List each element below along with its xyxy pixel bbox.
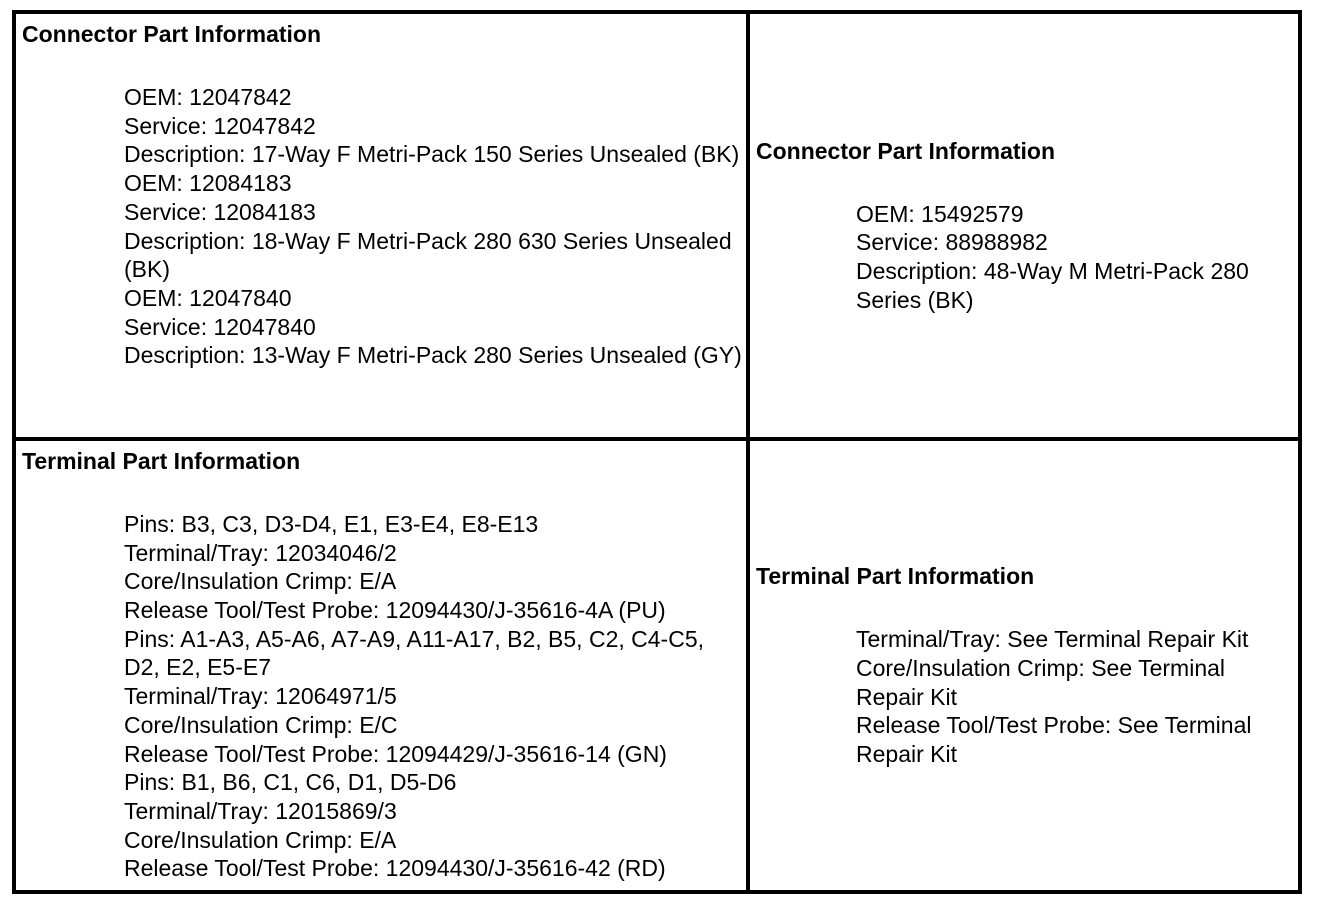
release-tool-line: Release Tool/Test Probe: 12094430/J-35616-42 (RD) — [124, 855, 666, 882]
release-tool-line: Release Tool/Test Probe: See Terminal Repair Kit — [856, 712, 1252, 768]
terminal-tray-line: Terminal/Tray: 12034046/2 — [124, 539, 397, 566]
description-line: Description: 18-Way F Metri-Pack 280 630 Series Unsealed (BK) — [124, 227, 732, 283]
crimp-line: Core/Insulation Crimp: E/C — [124, 711, 398, 738]
description-line: Description: 13-Way F Metri-Pack 280 Series Unsealed (GY) — [124, 342, 742, 369]
crimp-line: Core/Insulation Crimp: E/A — [124, 568, 397, 595]
cell-lines — [124, 510, 746, 883]
terminal-row — [14, 439, 1300, 892]
cell-title: Terminal Part Information — [22, 447, 301, 474]
pins-line: Pins: B1, B6, C1, C6, D1, D5-D6 — [124, 769, 457, 796]
release-tool-line: Release Tool/Test Probe: 12094429/J-35616-14 (GN) — [124, 740, 667, 767]
description-line: Description: 17-Way F Metri-Pack 150 Series Unsealed (BK) — [124, 141, 740, 168]
oem-line: OEM: 12047840 — [124, 284, 292, 311]
cell-lines — [856, 200, 1294, 315]
description-line: Description: 48-Way M Metri-Pack 280 Series (BK) — [856, 257, 1249, 313]
cell-lines — [856, 625, 1294, 769]
pins-line: Pins: A1-A3, A5-A6, A7-A9, A11-A17, B2, B5, C2, C4-C5, D2, E2, E5-E7 — [124, 625, 704, 681]
connector-row — [14, 12, 1300, 439]
service-line: Service: 12047842 — [124, 112, 316, 139]
crimp-line: Core/Insulation Crimp: See Terminal Repair Kit — [856, 654, 1226, 710]
cell-title: Connector Part Information — [756, 137, 1056, 164]
terminal-tray-line: Terminal/Tray: See Terminal Repair Kit — [856, 626, 1249, 653]
connector-cell-right — [748, 12, 1300, 439]
cell-lines — [124, 83, 746, 370]
service-line: Service: 12047840 — [124, 313, 316, 340]
terminal-cell-right — [748, 439, 1300, 892]
service-line: Service: 12084183 — [124, 198, 316, 225]
terminal-tray-line: Terminal/Tray: 12015869/3 — [124, 798, 397, 824]
oem-line: OEM: 15492579 — [856, 200, 1024, 227]
terminal-tray-line: Terminal/Tray: 12064971/5 — [124, 683, 397, 710]
crimp-line: Core/Insulation Crimp: E/A — [124, 826, 397, 853]
service-line: Service: 88988982 — [856, 229, 1048, 256]
oem-line: OEM: 12047842 — [124, 84, 292, 110]
oem-line: OEM: 12084183 — [124, 170, 292, 197]
pins-line: Pins: B3, C3, D3-D4, E1, E3-E4, E8-E13 — [124, 510, 539, 537]
terminal-cell-left — [14, 439, 748, 892]
connector-terminal-table — [12, 10, 1302, 894]
connector-cell-left — [14, 12, 748, 439]
cell-title: Connector Part Information — [22, 21, 322, 47]
release-tool-line: Release Tool/Test Probe: 12094430/J-35616-4A (PU) — [124, 597, 666, 624]
cell-title: Terminal Part Information — [756, 563, 1035, 590]
